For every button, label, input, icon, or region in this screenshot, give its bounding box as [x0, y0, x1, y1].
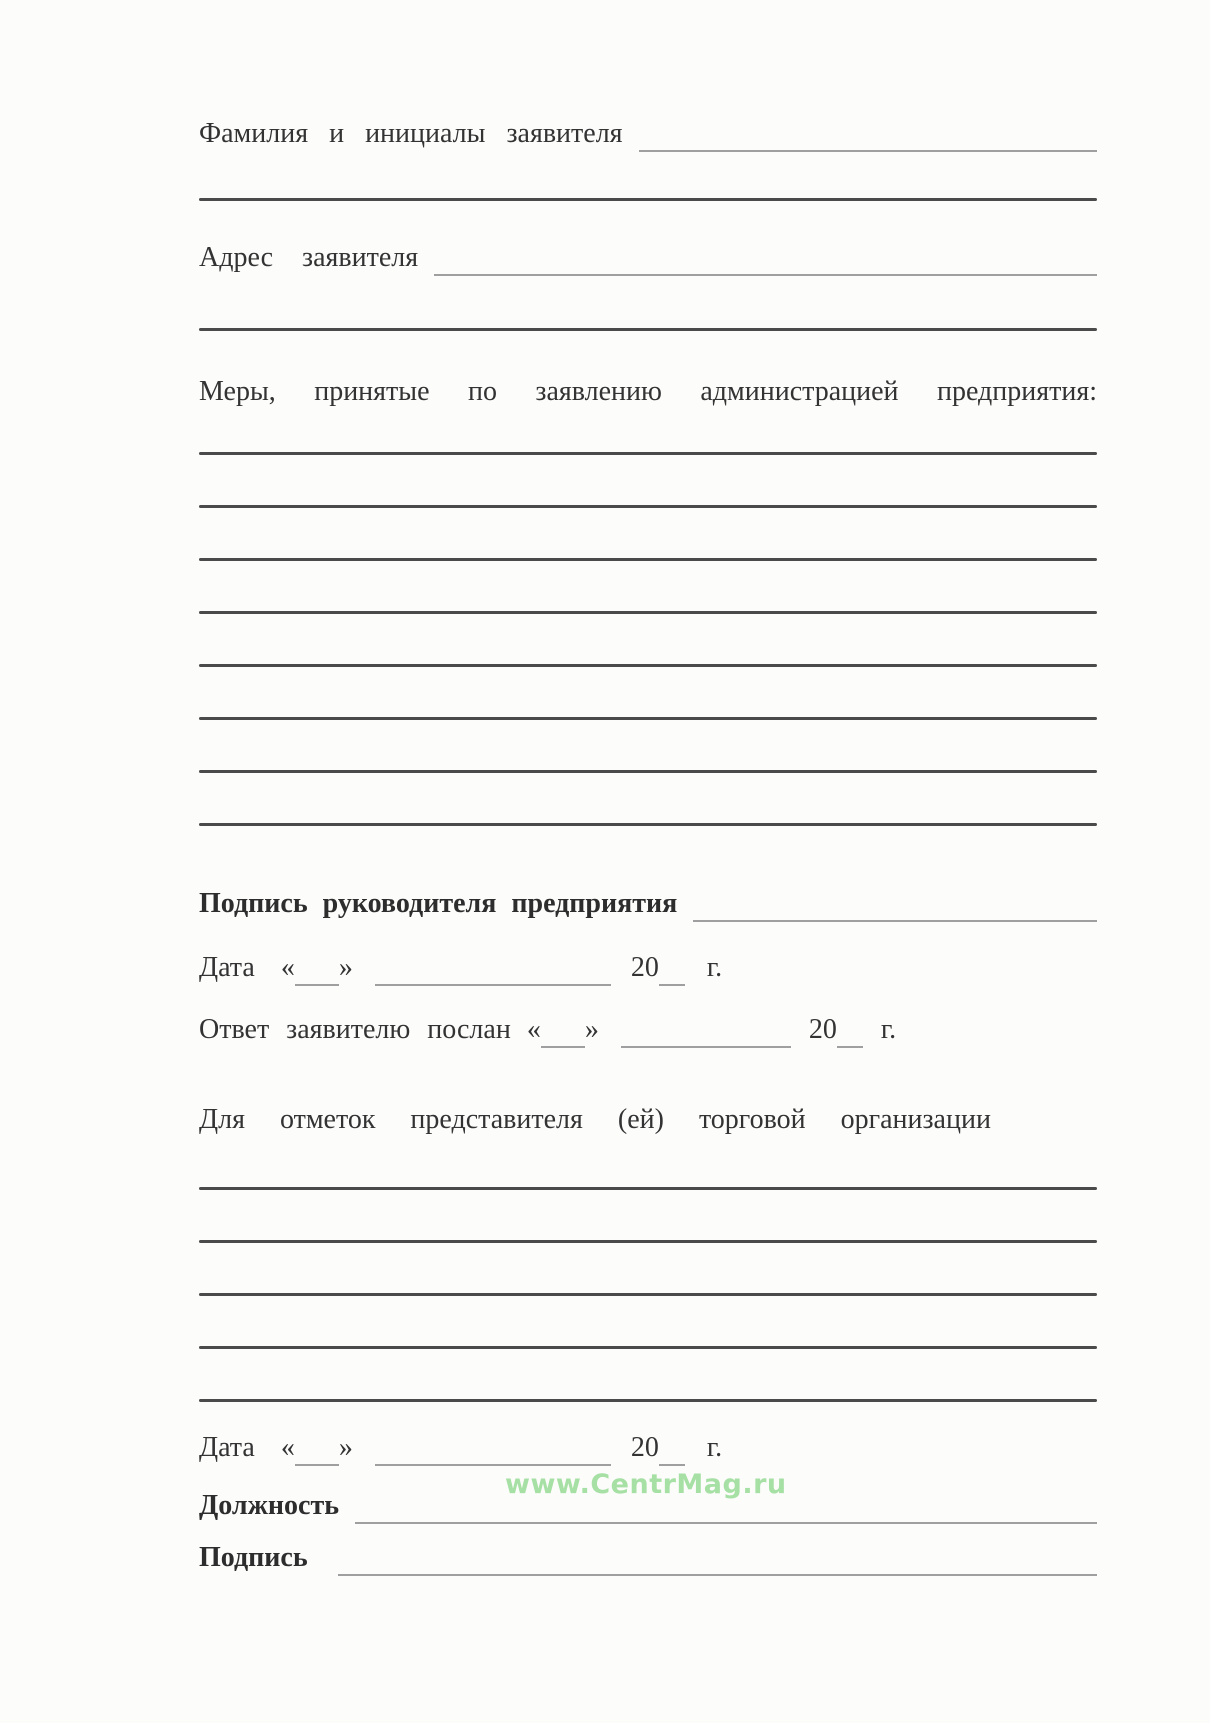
ruled-line [199, 717, 1097, 720]
trade-date-row [199, 1430, 1097, 1466]
manager-date-year-line [659, 954, 685, 986]
ruled-line [199, 611, 1097, 614]
trade-date-day-line [295, 1434, 339, 1466]
quote-open: « [280, 952, 295, 983]
year-suffix: г. [880, 1014, 897, 1045]
trade-date-label: Дата [199, 1432, 255, 1463]
ruled-line [199, 1240, 1097, 1243]
position-write-in-line [355, 1492, 1097, 1524]
year-prefix: 20 [630, 1432, 659, 1463]
manager-date-label: Дата [199, 952, 255, 983]
signature-row [199, 1540, 1097, 1576]
applicant-name-continuation-line [199, 198, 1097, 201]
answer-sent-day-line [541, 1016, 585, 1048]
answer-sent-month-line [621, 1016, 791, 1048]
manager-date-row [199, 950, 1097, 986]
ruled-line [199, 558, 1097, 561]
ruled-line [199, 1399, 1097, 1402]
year-suffix: г. [706, 952, 723, 983]
ruled-line [199, 823, 1097, 826]
applicant-address-label: Адрес заявителя [199, 242, 419, 273]
year-suffix: г. [706, 1432, 723, 1463]
applicant-name-write-in-line [639, 120, 1097, 152]
quote-open: « [280, 1432, 295, 1463]
ruled-line [199, 1346, 1097, 1349]
trade-rep-heading: Для отметок представителя (ей) торговой организации [199, 1104, 991, 1135]
ruled-line [199, 664, 1097, 667]
quote-close: » [584, 1014, 599, 1045]
director-signature-row [199, 886, 1097, 922]
measures-ruled-lines-group [199, 452, 1097, 876]
answer-sent-year-line [837, 1016, 863, 1048]
answer-sent-label: Ответ заявителю послан [199, 1014, 511, 1045]
year-prefix: 20 [808, 1014, 837, 1045]
ruled-line [199, 770, 1097, 773]
ruled-line [199, 1293, 1097, 1296]
quote-close: » [338, 952, 353, 983]
ruled-line [199, 505, 1097, 508]
ruled-line [199, 1187, 1097, 1190]
signature-write-in-line [338, 1544, 1097, 1576]
position-label: Должность [199, 1490, 340, 1521]
applicant-address-write-in-line [434, 244, 1097, 276]
manager-date-day-line [295, 954, 339, 986]
quote-close: » [338, 1432, 353, 1463]
trade-date-year-line [659, 1434, 685, 1466]
year-prefix: 20 [630, 952, 659, 983]
position-row [199, 1488, 1097, 1524]
ruled-line [199, 452, 1097, 455]
measures-heading: Меры, принятые по заявлению администрацией предприятия: [199, 376, 1097, 407]
applicant-name-label: Фамилия и инициалы заявителя [199, 118, 623, 149]
applicant-address-continuation-line [199, 328, 1097, 331]
signature-label: Подпись [199, 1542, 308, 1573]
applicant-address-row [199, 240, 1097, 276]
centrmag-watermark: www.CentrMag.ru [505, 1469, 787, 1500]
trade-rep-ruled-lines-group [199, 1187, 1097, 1452]
quote-open: « [526, 1014, 541, 1045]
trade-date-month-line [375, 1434, 611, 1466]
director-signature-write-in-line [693, 890, 1097, 922]
director-signature-label: Подпись руководителя предприятия [199, 888, 678, 919]
applicant-name-row [199, 116, 1097, 152]
manager-date-month-line [375, 954, 611, 986]
answer-sent-row [199, 1012, 1097, 1048]
